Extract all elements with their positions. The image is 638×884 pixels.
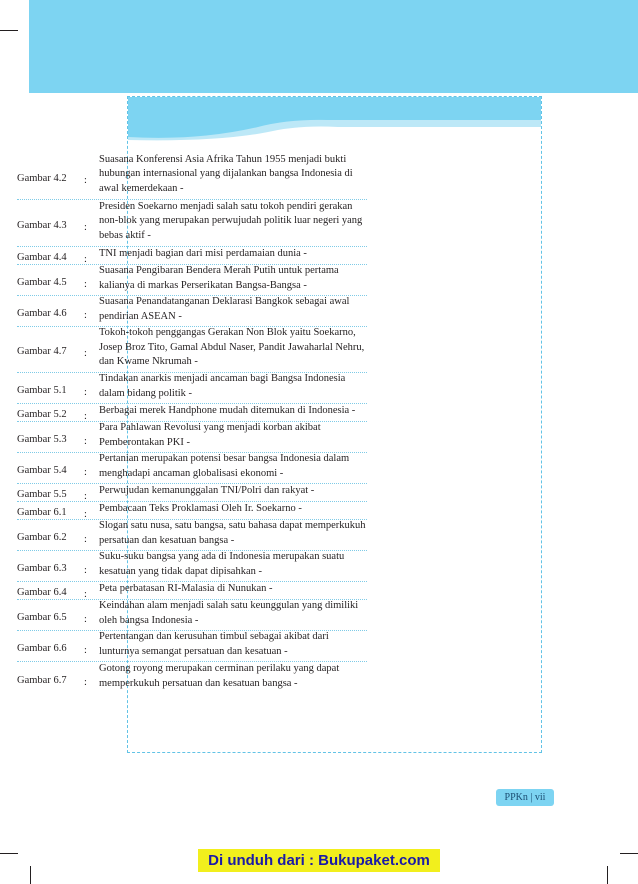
figure-caption-text: Tindakan anarkis menjadi ancaman bagi Bangsa Indonesia dalam bidang politik - [99,373,346,399]
separator-colon: : [84,491,87,502]
figure-caption-text: Pertanian merupakan potensi besar bangsa Indonesia dalam menghadapi ancaman globalisasi ekonomi - [99,453,350,479]
figure-number: Gambar 6.4 [17,587,67,598]
figure-caption-text: Tokoh-tokoh penggangas Gerakan Non Blok yaitu Soekarno, Josep Broz Tito, Gamal Abdul Naser, Pandit Jawaharlal Nehru, dan Kwame Nkrumah - [99,327,365,368]
separator-colon: : [84,564,87,576]
separator-colon: : [84,589,87,600]
figure-caption-row [17,421,367,452]
figure-caption-text: TNI menjadi bagian dari misi perdamaian dunia - [99,247,307,259]
figure-caption-text: Keindahan alam menjadi salah satu keunggulan yang dimiliki oleh bangsa Indonesia - [99,600,359,626]
separator-colon: : [84,174,87,186]
crop-mark [620,853,638,854]
figure-caption-row [17,403,367,421]
separator-colon: : [84,613,87,625]
figure-caption-row [17,599,367,630]
separator-colon: : [84,309,87,321]
figure-number: Gambar 4.6 [17,307,67,319]
figure-caption-row [17,550,367,581]
figure-number: Gambar 5.3 [17,433,67,445]
figure-caption-row [17,326,367,372]
figure-caption-row [17,152,367,199]
figure-caption-row [17,581,367,599]
figure-caption-row [17,246,367,264]
figure-number: Gambar 4.5 [17,276,67,288]
separator-colon: : [84,278,87,290]
download-source-banner[interactable]: Di unduh dari : Bukupaket.com [198,849,440,872]
separator-colon: : [84,676,87,688]
separator-colon: : [84,509,87,520]
figure-caption-row [17,483,367,501]
separator-colon: : [84,348,87,359]
figure-caption-text: Para Pahlawan Revolusi yang menjadi korban akibat Pemberontakan PKI - [99,422,321,448]
figure-caption-row [17,501,367,519]
figure-caption-row [17,452,367,483]
figure-caption-row [17,519,367,550]
figure-caption-text: Presiden Soekarno menjadi salah satu tokoh pendiri gerakan non-blok yang merupakan perwujudah politik luar negeri yang bebas aktif - [99,200,363,241]
figure-caption-row [17,661,367,694]
header-color-band [29,0,638,93]
figure-caption-row [17,199,367,246]
separator-colon: : [84,221,87,233]
figure-number: Gambar 5.4 [17,464,67,476]
separator-colon: : [84,533,87,545]
figure-number: Gambar 6.2 [17,531,67,543]
figure-caption-text: Gotong royong merupakan cerminan perilaku yang dapat memperkukuh persatuan dan kesatuan bangsa - [99,663,340,689]
figure-number: Gambar 6.3 [17,562,67,574]
figure-caption-text: Suasana Pengibaran Bendera Merah Putih untuk pertama kalianya di markas Perserikatan Bangsa-Bangsa - [99,265,339,291]
page-number: PPKn | vii [496,789,554,806]
figure-caption-text: Suasana Konferensi Asia Afrika Tahun 1955 menjadi bukti hubungan internasional yang dijalankan bangsa Indonesia di awal kemerdekaan - [99,153,353,194]
separator-colon: : [84,254,87,265]
separator-colon: : [84,466,87,478]
separator-colon: : [84,386,87,398]
separator-colon: : [84,435,87,447]
figure-number: Gambar 4.2 [17,172,67,184]
figure-caption-text: Suasana Penandatanganan Deklarasi Bangkok sebagai awal pendirian ASEAN - [99,296,350,322]
figure-caption-text: Pertentangan dan kerusuhan timbul sebagai akibat dari lunturnya semangat persatuan dan kesatuan - [99,631,329,657]
frame-header-decoration [128,97,541,142]
figure-caption-row [17,264,367,295]
figure-caption-text: Berbagai merek Handphone mudah ditemukan di Indonesia - [99,404,356,416]
figure-number: Gambar 4.7 [17,346,67,357]
figure-caption-text: Peta perbatasan RI-Malasia di Nunukan - [99,582,273,594]
crop-mark [30,866,31,884]
figure-caption-text: Perwujudan kemanunggalan TNI/Polri dan rakyat - [99,484,315,496]
crop-mark [0,853,18,854]
separator-colon: : [84,411,87,422]
figure-caption-text: Suku-suku bangsa yang ada di Indonesia merupakan suatu kesatuan yang tidak dapat dipisahkan - [99,551,345,577]
separator-colon: : [84,644,87,656]
crop-mark [0,30,18,31]
crop-mark [607,866,608,884]
figure-number: Gambar 5.1 [17,384,67,396]
figure-number: Gambar 5.5 [17,489,67,500]
figure-number: Gambar 4.3 [17,219,67,231]
figure-caption-row [17,295,367,326]
figure-number: Gambar 6.1 [17,507,67,518]
figure-caption-text: Pembacaan Teks Proklamasi Oleh Ir. Soekarno - [99,502,302,514]
figure-number: Gambar 4.4 [17,252,67,263]
figure-number: Gambar 5.2 [17,409,67,420]
figure-number: Gambar 6.7 [17,674,67,686]
figure-number: Gambar 6.6 [17,642,67,654]
figure-caption-text: Slogan satu nusa, satu bangsa, satu bahasa dapat memperkukuh persatuan dan kesatuan bangsa - [99,520,366,546]
figure-caption-row [17,630,367,661]
figure-caption-row [17,372,367,403]
figure-number: Gambar 6.5 [17,611,67,623]
